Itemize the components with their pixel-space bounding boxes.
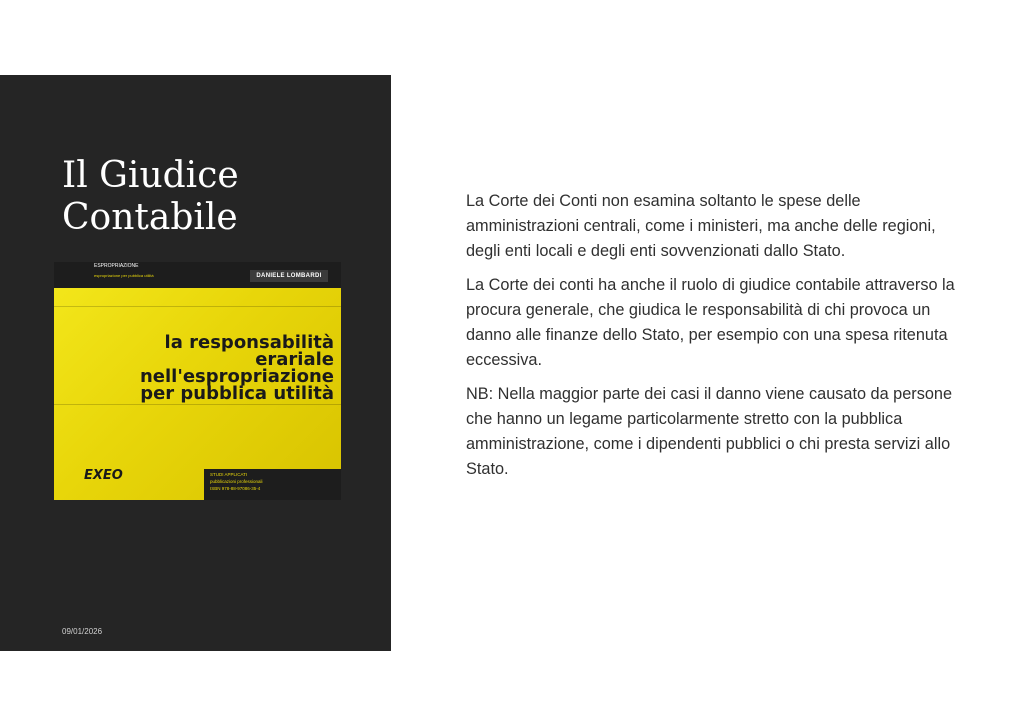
body-text xyxy=(466,189,966,491)
book-info-line-2: pubblicazioni professionali xyxy=(210,479,263,484)
slide-title xyxy=(62,155,362,239)
book-series-sublabel: espropriazione per pubblica utilità xyxy=(94,273,154,278)
book-series-label: ESPROPRIAZIONE xyxy=(94,263,139,269)
slide-date: 09/01/2026 xyxy=(62,627,103,636)
book-title xyxy=(102,334,334,402)
book-title-line-4: per pubblica utilità xyxy=(140,383,334,404)
book-title-line-3: nell'espropriazione xyxy=(139,366,334,387)
slide-title-line-1: Il Giudice xyxy=(62,155,239,196)
book-stripe xyxy=(54,404,341,405)
book-cover-image xyxy=(54,262,341,500)
slide-title-line-2: Contabile xyxy=(62,197,238,238)
book-info-line-3: ISBN 978-88-97086-35-4 xyxy=(210,486,261,491)
book-title-line-1: la responsabilità xyxy=(164,332,334,353)
body-paragraph-3: NB: Nella maggior parte dei casi il danno viene causato da persone che hanno un legame particolarmente stretto con la pubblica amministrazione, come i dipendenti pubblici o chi presta servizi allo Stato. xyxy=(466,385,953,478)
book-info-box xyxy=(204,469,341,500)
publisher-logo: EXEO xyxy=(84,468,123,483)
book-stripe xyxy=(54,306,341,307)
book-info-line-1: STUDI APPLICATI xyxy=(210,472,248,477)
body-paragraph-1: La Corte dei Conti non esamina soltanto le spese delle amministrazioni centrali, come i ministeri, ma anche delle regioni, degli enti locali e degli enti sovvenzionati dallo Stato. xyxy=(466,192,936,260)
body-paragraph-2: La Corte dei conti ha anche il ruolo di giudice contabile attraverso la procura generale, che giudica le responsabilità di chi provoca un danno alle finanze dello Stato, per esempio con una spesa ritenuta eccessiva. xyxy=(466,276,955,369)
book-author: DANIELE LOMBARDI xyxy=(250,270,328,282)
book-title-line-2: erariale xyxy=(255,349,334,370)
